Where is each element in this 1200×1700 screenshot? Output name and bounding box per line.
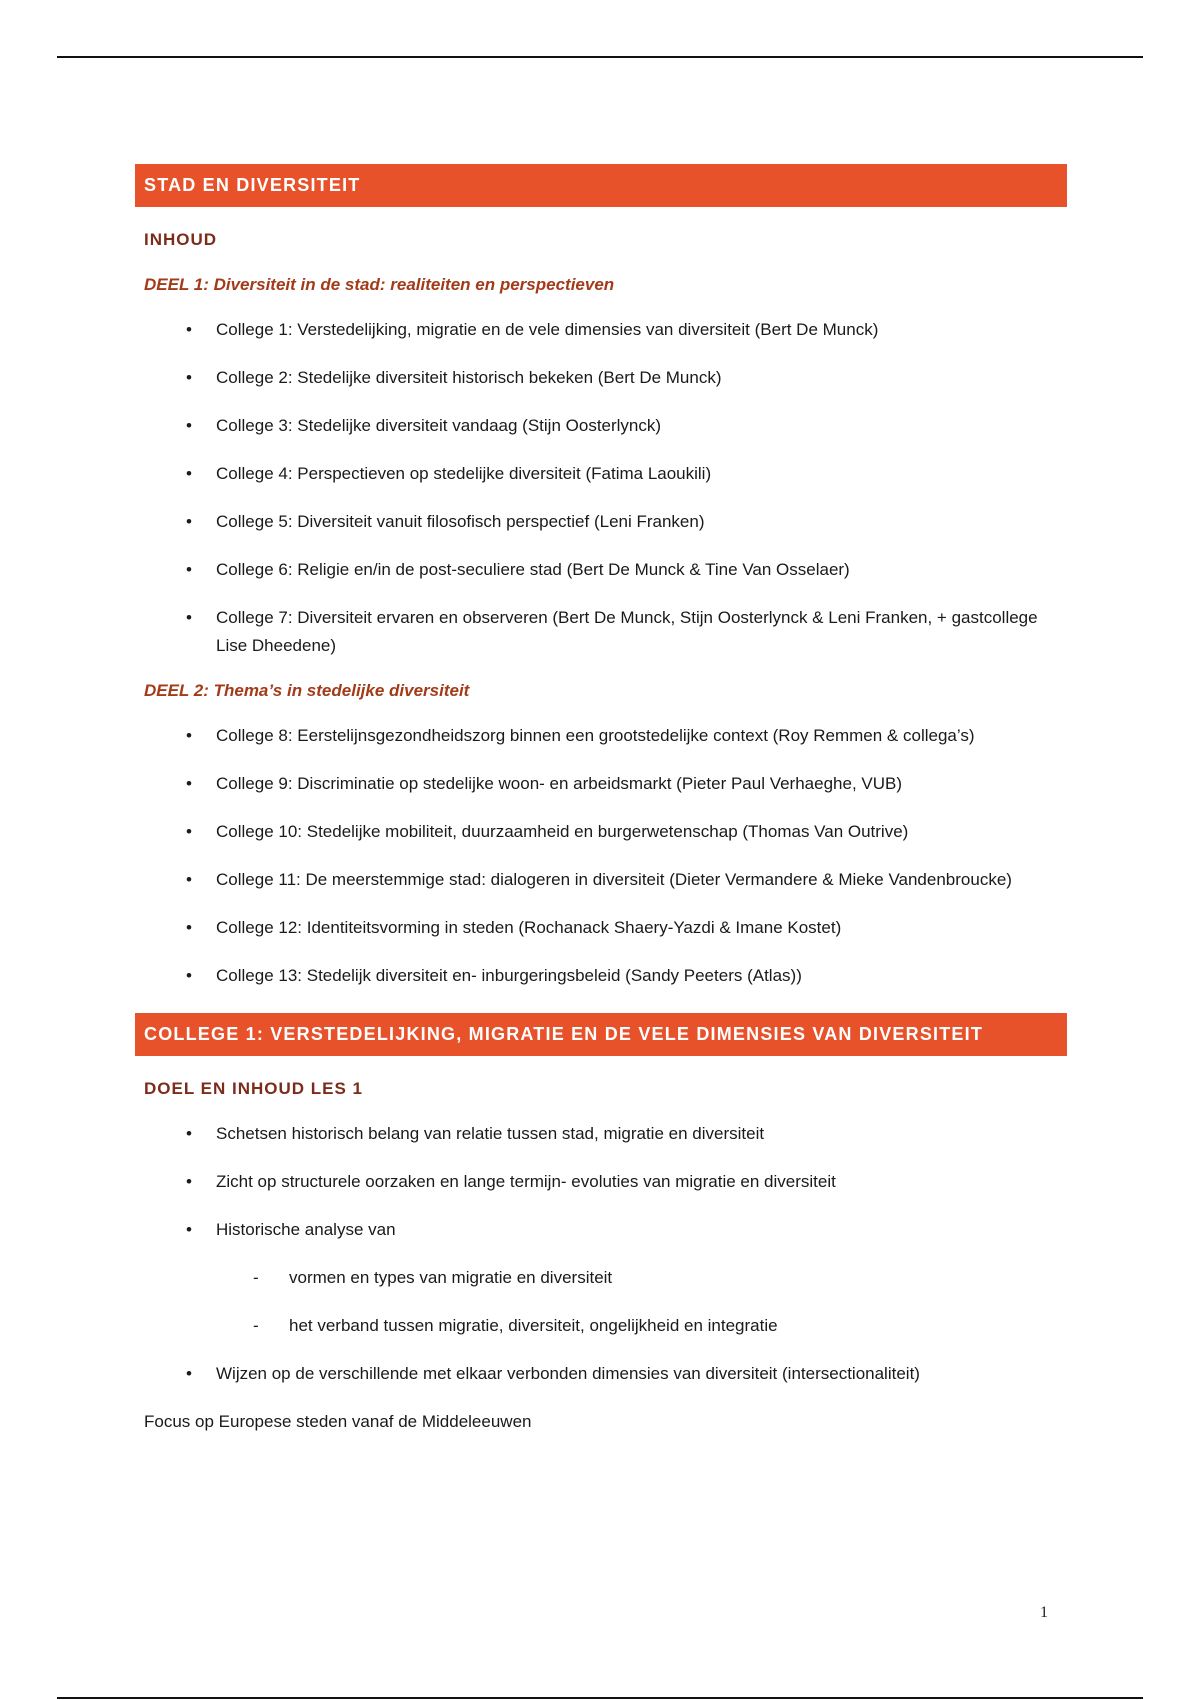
footer-rule	[57, 1697, 1143, 1699]
list-item: • College 7: Diversiteit ervaren en observeren (Bert De Munck, Stijn Oosterlynck & Leni Franken, + gastcollege Lise Dheedene)	[135, 604, 1067, 660]
list-item: • College 10: Stedelijke mobiliteit, duurzaamheid en burgerwetenschap (Thomas Van Outrive)	[135, 818, 1067, 846]
list-item: • College 13: Stedelijk diversiteit en- inburgeringsbeleid (Sandy Peeters (Atlas))	[135, 962, 1067, 990]
heading-doel-en-inhoud: DOEL EN INHOUD LES 1	[144, 1079, 363, 1098]
deel-2-list	[135, 722, 1067, 990]
bullet-icon: •	[186, 560, 192, 579]
bullet-icon: •	[186, 464, 192, 483]
list-item: • Zicht op structurele oorzaken en lange termijn- evoluties van migratie en diversiteit	[135, 1168, 1067, 1196]
bullet-icon: •	[186, 870, 192, 889]
list-item: • College 6: Religie en/in de post-seculiere stad (Bert De Munck & Tine Van Osselaer)	[135, 556, 1067, 584]
list-item: • College 11: De meerstemmige stad: dialogeren in diversiteit (Dieter Vermandere & Mieke Vandenbroucke)	[135, 866, 1067, 894]
dash-icon: -	[253, 1316, 259, 1335]
list-item: • College 2: Stedelijke diversiteit historisch bekeken (Bert De Munck)	[135, 364, 1067, 392]
document-body	[135, 164, 1067, 1436]
heading-deel-1: DEEL 1: Diversiteit in de stad: realiteiten en perspectieven	[144, 275, 615, 294]
list-item: • College 5: Diversiteit vanuit filosofisch perspectief (Leni Franken)	[135, 508, 1067, 536]
doel-list-continued	[135, 1360, 1067, 1388]
list-item: • Historische analyse van	[135, 1216, 1067, 1244]
bullet-icon: •	[186, 1172, 192, 1191]
list-item: • College 4: Perspectieven op stedelijke diversiteit (Fatima Laoukili)	[135, 460, 1067, 488]
bullet-icon: •	[186, 1220, 192, 1239]
bullet-icon: •	[186, 512, 192, 531]
dash-icon: -	[253, 1268, 259, 1287]
list-item: • College 8: Eerstelijnsgezondheidszorg binnen een grootstedelijke context (Roy Remmen & collega’s)	[135, 722, 1067, 750]
bullet-icon: •	[186, 608, 192, 627]
list-item: • College 12: Identiteitsvorming in steden (Rochanack Shaery-Yazdi & Imane Kostet)	[135, 914, 1067, 942]
bullet-icon: •	[186, 368, 192, 387]
deel-1-list	[135, 316, 1067, 660]
list-item: • College 1: Verstedelijking, migratie en de vele dimensies van diversiteit (Bert De Munck)	[135, 316, 1067, 344]
header-rule	[57, 56, 1143, 58]
bullet-icon: •	[186, 774, 192, 793]
list-item: • College 9: Discriminatie op stedelijke woon- en arbeidsmarkt (Pieter Paul Verhaeghe, VUB)	[135, 770, 1067, 798]
section-banner-stad-en-diversiteit: STAD EN DIVERSITEIT	[135, 164, 1067, 207]
bullet-icon: •	[186, 1124, 192, 1143]
bullet-icon: •	[186, 416, 192, 435]
page-number: 1	[1040, 1604, 1048, 1621]
bullet-icon: •	[186, 726, 192, 745]
list-item: • Wijzen op de verschillende met elkaar verbonden dimensies van diversiteit (intersectionaliteit)	[135, 1360, 1067, 1388]
focus-text: Focus op Europese steden vanaf de Middeleeuwen	[144, 1412, 532, 1431]
list-item: • College 3: Stedelijke diversiteit vandaag (Stijn Oosterlynck)	[135, 412, 1067, 440]
doel-list	[135, 1120, 1067, 1244]
bullet-icon: •	[186, 320, 192, 339]
bullet-icon: •	[186, 966, 192, 985]
heading-inhoud: INHOUD	[144, 230, 218, 249]
bullet-icon: •	[186, 918, 192, 937]
heading-deel-2: DEEL 2: Thema’s in stedelijke diversiteit	[144, 681, 470, 700]
bullet-icon: •	[186, 822, 192, 841]
list-item: - het verband tussen migratie, diversiteit, ongelijkheid en integratie	[135, 1312, 1067, 1340]
bullet-icon: •	[186, 1364, 192, 1383]
list-item: - vormen en types van migratie en diversiteit	[135, 1264, 1067, 1292]
historische-analyse-sublist	[135, 1264, 1067, 1340]
list-item: • Schetsen historisch belang van relatie tussen stad, migratie en diversiteit	[135, 1120, 1067, 1148]
section-banner-college-1: COLLEGE 1: VERSTEDELIJKING, MIGRATIE EN DE VELE DIMENSIES VAN DIVERSITEIT	[135, 1013, 1067, 1056]
